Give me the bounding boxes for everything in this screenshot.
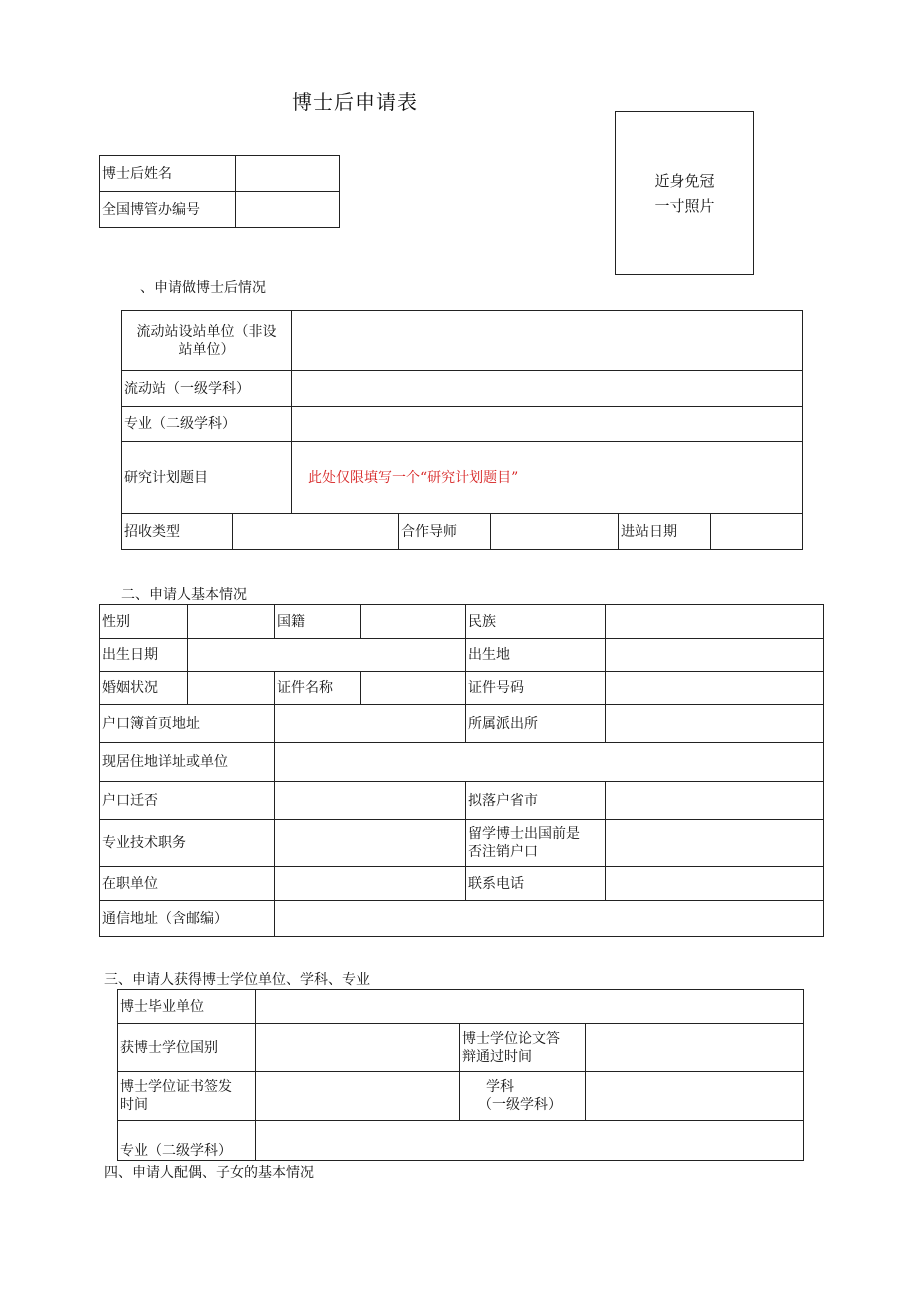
hukou-move-label: 户口迁否 <box>100 782 275 820</box>
employer-label: 在职单位 <box>100 867 275 901</box>
research-plan-label: 研究计划题目 <box>122 442 292 514</box>
mail-address-field[interactable] <box>275 901 824 937</box>
id-field[interactable] <box>236 192 340 228</box>
employer-field[interactable] <box>275 867 466 901</box>
ethnicity-field[interactable] <box>606 605 824 639</box>
page-title: 博士后申请表 <box>292 90 418 114</box>
photo-label-line2: 一寸照片 <box>654 197 715 215</box>
name-id-table <box>99 155 340 228</box>
major2-label: 专业（二级学科） <box>118 1121 256 1161</box>
recruit-type-field[interactable] <box>233 514 399 550</box>
major-field[interactable] <box>292 407 803 442</box>
ethnicity-label: 民族 <box>466 605 606 639</box>
id-name-label: 证件名称 <box>275 672 361 705</box>
hukou-address-field[interactable] <box>275 705 466 743</box>
police-station-field[interactable] <box>606 705 824 743</box>
cert-time-label <box>118 1072 256 1121</box>
birth-place-field[interactable] <box>606 639 824 672</box>
birth-place-label: 出生地 <box>466 639 606 672</box>
major-label: 专业（二级学科） <box>122 407 292 442</box>
supervisor-field[interactable] <box>491 514 619 550</box>
police-station-label: 所属派出所 <box>466 705 606 743</box>
degree-country-field[interactable] <box>256 1024 460 1072</box>
section1-heading: 、申请做博士后情况 <box>140 280 266 296</box>
discipline-line2: （一级学科） <box>478 1097 562 1113</box>
defense-time-line1: 博士学位论文答 <box>462 1030 560 1047</box>
id-label: 全国博管办编号 <box>100 192 236 228</box>
id-number-label: 证件号码 <box>466 672 606 705</box>
degree-country-label: 获博士学位国别 <box>118 1024 256 1072</box>
defense-time-field[interactable] <box>586 1024 804 1072</box>
cert-time-field[interactable] <box>256 1072 460 1121</box>
title-position-field[interactable] <box>275 820 466 867</box>
hukou-move-field[interactable] <box>275 782 466 820</box>
discipline-field[interactable] <box>586 1072 804 1121</box>
settle-province-label: 拟落户省市 <box>466 782 606 820</box>
birth-date-label: 出生日期 <box>100 639 188 672</box>
cert-time-line1: 博士学位证书签发 <box>120 1079 232 1095</box>
research-plan-note: 此处仅限填写一个“研究计划题目” <box>308 469 519 486</box>
photo-label-line1: 近身免冠 <box>654 172 715 190</box>
major2-field[interactable] <box>256 1121 804 1161</box>
station-label: 流动站（一级学科） <box>122 371 292 407</box>
marital-field[interactable] <box>188 672 275 705</box>
name-label: 博士后姓名 <box>100 156 236 192</box>
entry-date-field[interactable] <box>711 514 803 550</box>
birth-date-field[interactable] <box>188 639 466 672</box>
nationality-field[interactable] <box>361 605 466 639</box>
phone-field[interactable] <box>606 867 824 901</box>
gender-label: 性别 <box>100 605 188 639</box>
photo-box[interactable] <box>615 111 754 275</box>
hukou-address-label: 户口簿首页地址 <box>100 705 275 743</box>
station-field[interactable] <box>292 371 803 407</box>
section2-heading: 二、申请人基本情况 <box>121 587 247 603</box>
defense-time-label <box>460 1024 586 1072</box>
title-position-label: 专业技术职务 <box>100 820 275 867</box>
overseas-hukou-line2: 否注销户口 <box>468 844 538 860</box>
cert-time-line2: 时间 <box>120 1097 148 1113</box>
current-address-label: 现居住地详址或单位 <box>100 743 275 782</box>
overseas-hukou-field[interactable] <box>606 820 824 867</box>
section3-heading: 三、申请人获得博士学位单位、学科、专业 <box>104 972 370 988</box>
section4-heading: 四、申请人配偶、子女的基本情况 <box>104 1165 314 1181</box>
grad-unit-label: 博士毕业单位 <box>118 990 256 1024</box>
phone-label: 联系电话 <box>466 867 606 901</box>
postdoc-info-table <box>121 310 803 550</box>
overseas-hukou-label <box>466 820 606 867</box>
recruit-type-label: 招收类型 <box>122 514 233 550</box>
research-plan-field[interactable] <box>292 442 803 514</box>
current-address-field[interactable] <box>275 743 824 782</box>
station-unit-line1: 流动站设站单位（非设 <box>136 323 277 340</box>
station-unit-label <box>122 311 292 371</box>
supervisor-label: 合作导师 <box>399 514 491 550</box>
marital-label: 婚姻状况 <box>100 672 188 705</box>
discipline-label <box>460 1072 586 1121</box>
gender-field[interactable] <box>188 605 275 639</box>
id-name-field[interactable] <box>361 672 466 705</box>
defense-time-line2: 辩通过时间 <box>462 1048 532 1065</box>
station-unit-line2: 站单位） <box>178 341 235 358</box>
applicant-info-table <box>99 604 824 937</box>
overseas-hukou-line1: 留学博士出国前是 <box>468 826 580 842</box>
discipline-line1: 学科 <box>486 1079 514 1095</box>
settle-province-field[interactable] <box>606 782 824 820</box>
grad-unit-field[interactable] <box>256 990 804 1024</box>
degree-info-table <box>117 989 804 1161</box>
station-unit-field[interactable] <box>292 311 803 371</box>
entry-date-label: 进站日期 <box>619 514 711 550</box>
name-field[interactable] <box>236 156 340 192</box>
mail-address-label: 通信地址（含邮编） <box>100 901 275 937</box>
id-number-field[interactable] <box>606 672 824 705</box>
nationality-label: 国籍 <box>275 605 361 639</box>
